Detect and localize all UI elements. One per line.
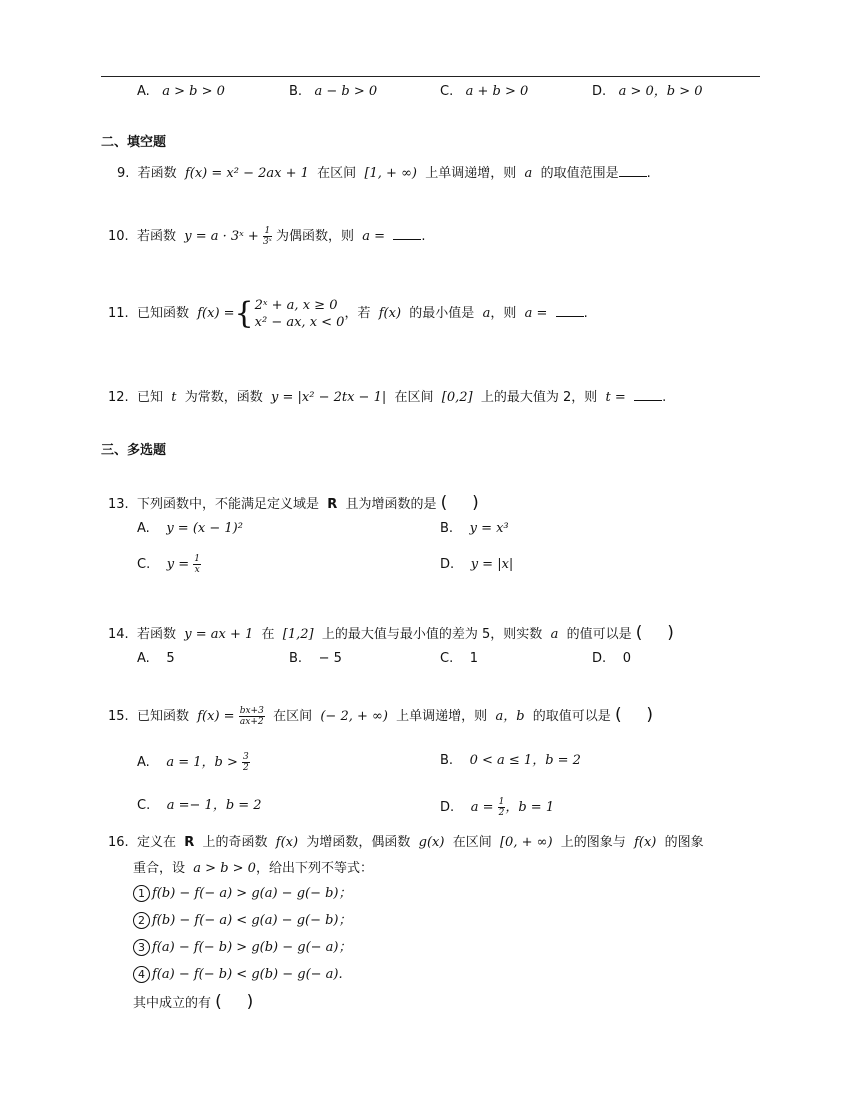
- frac-denominator: x: [194, 565, 200, 575]
- q14-option-d: [592, 650, 631, 668]
- q16-final-line: [133, 993, 253, 1013]
- question-number: 11.: [108, 306, 129, 321]
- frac-denominator: ax+2: [239, 717, 264, 727]
- q12-var: t: [171, 390, 177, 405]
- option-expr: y = |x|: [470, 557, 514, 572]
- option-label: B.: [440, 521, 454, 536]
- q15-vars: a，b: [495, 709, 525, 724]
- option-expr: a = 1，b >: [166, 755, 238, 770]
- option-value: 1: [469, 651, 479, 666]
- frac-numerator: 1: [498, 797, 505, 807]
- circled-number: 2: [133, 912, 150, 929]
- q15-fx: f(x) =: [197, 709, 235, 724]
- answer-paren-open: (: [635, 623, 643, 643]
- option-label: B.: [440, 753, 454, 768]
- q16-condition: a > b > 0: [193, 861, 256, 876]
- q13-text: 下列函数中，不能满足定义域是: [136, 497, 319, 512]
- q14-interval: [1,2]: [282, 627, 314, 642]
- q10-text-post: 为偶函数，则: [276, 229, 355, 244]
- frac-numerator: 1: [194, 554, 200, 564]
- question-13: [108, 494, 479, 514]
- q8-option-d: [592, 83, 703, 101]
- q15-option-a: [137, 752, 250, 773]
- answer-paren-open: (: [215, 992, 222, 1012]
- q10-fraction: [263, 226, 272, 247]
- q15-text: 已知函数: [136, 709, 189, 724]
- q16-text-c: 为增函数，偶函数: [306, 835, 411, 850]
- frac-numerator: 3: [243, 752, 249, 762]
- option-label: C.: [440, 84, 454, 99]
- q9-var: a: [524, 166, 533, 181]
- q14-option-b: [289, 650, 342, 668]
- option-label: C.: [440, 651, 454, 666]
- frac-denominator: 2: [243, 763, 249, 773]
- option-expr: y = (x − 1)²: [166, 521, 243, 536]
- answer-paren-close: ): [646, 705, 654, 725]
- q13-option-a: [137, 520, 243, 538]
- q15-text-mid: 在区间: [273, 709, 313, 724]
- circled-number: 3: [133, 939, 150, 956]
- section-heading-multi: 三、多选题: [101, 443, 167, 458]
- answer-blank[interactable]: [619, 164, 647, 177]
- inequality-expr: f(a) − f(− b) < g(b) − g(− a).: [152, 967, 343, 982]
- question-number: 9.: [117, 166, 130, 181]
- option-expr: a =: [470, 800, 494, 815]
- q15-interval: (− 2, + ∞): [320, 709, 388, 724]
- question-10: 10. 若函数 y = a · 3ˣ + $\frac{1}{\text{3ˣ}}$ 为偶函数，则 a = .: [108, 226, 426, 247]
- q8-option-a: [137, 83, 225, 101]
- q9-text-mid: 在区间: [317, 166, 357, 181]
- inequality-expr: f(b) − f(− a) < g(a) − g(− b)；: [152, 913, 352, 928]
- q9-text-post: 上单调递增，则: [425, 166, 517, 181]
- option-fraction: [242, 752, 250, 773]
- question-number: 16.: [108, 835, 129, 850]
- option-value: − 5: [318, 651, 342, 666]
- q11-text: 已知函数: [136, 306, 189, 321]
- question-number: 14.: [108, 627, 129, 642]
- top-rule: [101, 76, 760, 77]
- q16-inequality-2: [133, 912, 352, 930]
- q9-text: 若函数: [137, 166, 177, 181]
- q11-var: a: [482, 306, 491, 321]
- option-label: A.: [137, 521, 150, 536]
- option-label: C.: [137, 557, 151, 572]
- option-label: C.: [137, 798, 151, 813]
- q12-text-mid: 为常数，函数: [184, 390, 263, 405]
- q16-f: f(x): [275, 835, 299, 850]
- question-14: [108, 624, 674, 644]
- q16-text-line2b: ，给出下列不等式：: [255, 861, 373, 876]
- q16-text-e: 上的图象与: [560, 835, 626, 850]
- q14-text-mid: 在: [261, 627, 275, 642]
- option-text: a > 0，b > 0: [618, 84, 703, 99]
- q9-text-end: 的取值范围是: [540, 166, 619, 181]
- question-number: 12.: [108, 390, 129, 405]
- option-label: A.: [137, 651, 150, 666]
- q10-text: 若函数: [136, 229, 176, 244]
- q8-option-c: [440, 83, 528, 101]
- q15-text-post: 上单调递增，则: [396, 709, 488, 724]
- q13-option-d: [440, 556, 513, 574]
- option-value: 0: [622, 651, 631, 666]
- q14-expr: y = ax + 1: [184, 627, 254, 642]
- question-11: 11. 已知函数 f(x) ={ 2ˣ + a, x ≥ 0 x² − ax, x < 0 ，若 f(x) 的最小值是 a，则 a = .: [108, 295, 588, 331]
- piecewise-case-2: x² − ax, x < 0: [254, 314, 345, 330]
- frac-denominator: 3ˣ: [262, 237, 272, 247]
- option-value: 5: [166, 651, 175, 666]
- option-label: D.: [592, 651, 607, 666]
- q16-inequality-4: [133, 966, 343, 984]
- q14-text-end: 的值可以是: [566, 627, 632, 642]
- q16-line-2: [133, 860, 373, 878]
- frac-numerator: bx+3: [239, 706, 264, 716]
- frac-numerator: 1: [264, 226, 271, 236]
- q12-answer-var: t =: [605, 390, 626, 405]
- q11-text-post: ，若: [344, 306, 371, 321]
- option-fraction: [193, 554, 201, 575]
- q16-text-last: 其中成立的有: [133, 996, 212, 1011]
- q16-inequality-3: [133, 939, 352, 957]
- q14-text: 若函数: [136, 627, 176, 642]
- option-text: a > b > 0: [162, 84, 225, 99]
- option-label: B.: [289, 84, 303, 99]
- answer-paren-close: ): [472, 493, 479, 513]
- question-12: 12. 已知 t 为常数，函数 y = |x² − 2tx − 1| 在区间 [0,2] 上的最大值为 2，则 t = .: [108, 390, 667, 405]
- piecewise-brace: {: [234, 295, 254, 331]
- option-expr: y = x³: [469, 521, 509, 536]
- q13-option-b: [440, 520, 509, 538]
- answer-paren-open: (: [614, 705, 622, 725]
- answer-blank[interactable]: [634, 388, 662, 401]
- q16-interval: [0, + ∞): [499, 835, 553, 850]
- option-label: B.: [289, 651, 303, 666]
- option-label: A.: [137, 755, 150, 770]
- q16-g: g(x): [418, 835, 445, 850]
- q15-option-d: [440, 797, 554, 818]
- q16-text-a: 定义在: [136, 835, 176, 850]
- question-number: 10.: [108, 229, 129, 244]
- q12-text-post: 上的最大值为 2，则: [480, 390, 598, 405]
- q8-option-b: [289, 83, 377, 101]
- option-label: D.: [440, 557, 455, 572]
- answer-paren-close: ): [246, 992, 254, 1012]
- option-expr: 0 < a ≤ 1，b = 2: [469, 753, 581, 768]
- q11-text-mid: 的最小值是: [409, 306, 475, 321]
- circled-number: 1: [133, 885, 150, 902]
- inequality-expr: f(a) − f(− b) > g(b) − g(− a)；: [152, 940, 352, 955]
- answer-paren-open: (: [440, 493, 448, 513]
- option-text: a − b > 0: [314, 84, 378, 99]
- q14-text-post: 上的最大值与最小值的差为 5，则实数: [321, 627, 543, 642]
- option-expr: a =− 1，b = 2: [166, 798, 262, 813]
- q12-expr: y = |x² − 2tx − 1|: [271, 390, 387, 405]
- option-label: D.: [440, 800, 455, 815]
- q16-text-d: 在区间: [452, 835, 492, 850]
- q16-f2: f(x): [634, 835, 657, 850]
- q15-option-c: [137, 797, 262, 815]
- q9-expr: f(x) = x² − 2ax + 1: [184, 166, 309, 181]
- q15-fraction: [239, 706, 265, 727]
- q11-fx2: f(x): [378, 306, 402, 321]
- question-number: 15.: [108, 709, 129, 724]
- q11-piecewise: [255, 297, 345, 331]
- q13-text2: 且为增函数的是: [345, 497, 437, 512]
- q16-text-f: 的图象: [664, 835, 704, 850]
- q9-interval: [1, + ∞): [364, 166, 417, 181]
- question-9: 9. 若函数 f(x) = x² − 2ax + 1 在区间 [1, + ∞) 上单调递增，则 a 的取值范围是 .: [117, 166, 651, 181]
- q16-text-line2a: 重合，设: [133, 861, 186, 876]
- q12-interval: [0,2]: [441, 390, 473, 405]
- option-label: A.: [137, 84, 150, 99]
- section-heading-fill: 二、填空题: [101, 135, 167, 150]
- q15-text-end: 的取值可以是: [532, 709, 611, 724]
- answer-blank[interactable]: [556, 304, 584, 317]
- q14-option-a: [137, 650, 175, 668]
- q13-R: R: [327, 497, 338, 512]
- q14-option-c: [440, 650, 478, 668]
- option-expr: y =: [166, 557, 190, 572]
- q15-option-b: [440, 752, 581, 770]
- q16-text-b: 上的奇函数: [202, 835, 268, 850]
- q13-option-c: [137, 554, 201, 575]
- q11-text-mid2: ，则: [490, 306, 517, 321]
- q16-inequality-1: [133, 885, 352, 903]
- answer-paren-close: ): [667, 623, 674, 643]
- circled-number: 4: [133, 966, 150, 983]
- question-15: [108, 706, 653, 727]
- q14-var: a: [550, 627, 559, 642]
- option-label: D.: [592, 84, 607, 99]
- answer-blank[interactable]: [393, 227, 421, 240]
- q11-answer-var: a =: [524, 306, 548, 321]
- q12-text-mid2: 在区间: [394, 390, 434, 405]
- question-16: [108, 834, 704, 852]
- inequality-expr: f(b) − f(− a) > g(a) − g(− b)；: [152, 886, 352, 901]
- question-number: 13.: [108, 497, 129, 512]
- q10-expr: y = a · 3ˣ +: [184, 229, 259, 244]
- q11-fx: f(x) =: [197, 306, 235, 321]
- option-text: a + b > 0: [465, 84, 529, 99]
- piecewise-case-1: 2ˣ + a, x ≥ 0: [254, 297, 338, 313]
- q12-text: 已知: [136, 390, 163, 405]
- option-expr-2: ，b = 1: [505, 800, 555, 815]
- frac-denominator: 2: [498, 808, 505, 818]
- q16-R: R: [184, 835, 195, 850]
- q10-answer-var: a =: [362, 229, 386, 244]
